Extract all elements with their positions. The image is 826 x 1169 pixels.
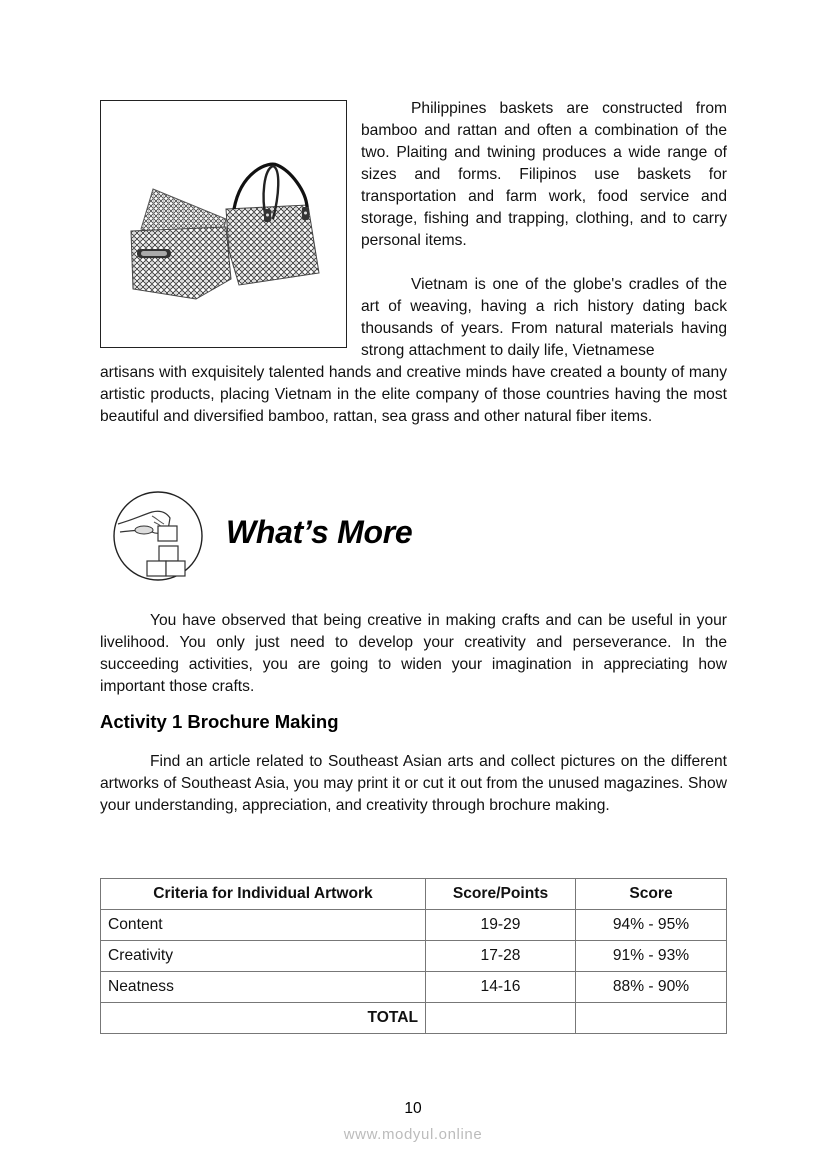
total-label: TOTAL <box>101 1003 426 1034</box>
table-row <box>101 941 727 972</box>
criteria-cell: Neatness <box>101 972 426 1003</box>
rubric-header-row <box>101 879 727 910</box>
total-score-cell[interactable] <box>576 1003 727 1034</box>
page-number: 10 <box>404 1100 422 1117</box>
whats-more-heading: What’s More <box>226 514 413 550</box>
score-cell: 94% - 95% <box>576 910 727 941</box>
points-cell: 17-28 <box>426 941 576 972</box>
score-cell: 91% - 93% <box>576 941 727 972</box>
vietnam-weaving-paragraph: Vietnam is one of the globe's cradles of the art of weaving, having a rich history dating back thousands of years. From natural materials having strong attachment to daily life, Vietnamese <box>361 276 727 359</box>
watermark-link[interactable]: www.modyul.online <box>343 1126 483 1143</box>
activity-instructions: Find an article related to Southeast Asian arts and collect pictures on the different artworks of Southeast Asia, you may print it or cut it out from the unused magazines. Show your understanding, appreciation, and creativity through brochure making. <box>100 753 727 814</box>
header-score: Score <box>576 879 727 910</box>
table-row <box>101 972 727 1003</box>
header-criteria: Criteria for Individual Artwork <box>101 879 426 910</box>
rubric-table <box>100 878 727 1034</box>
total-points-cell[interactable] <box>426 1003 576 1034</box>
table-row <box>101 910 727 941</box>
activity-heading: Activity 1 Brochure Making <box>100 711 339 732</box>
points-cell: 19-29 <box>426 910 576 941</box>
header-score-points: Score/Points <box>426 879 576 910</box>
baskets-figure <box>100 100 347 348</box>
vietnam-weaving-paragraph-continued: artisans with exquisitely talented hands and creative minds have created a bounty of many artistic products, placing Vietnam in the elite company of those countries having the most beautiful and diversified bamboo, rattan, sea grass and other natural fiber items. <box>100 364 727 425</box>
hand-stacking-blocks-icon <box>112 490 204 582</box>
criteria-cell: Creativity <box>101 941 426 972</box>
score-cell: 88% - 90% <box>576 972 727 1003</box>
whats-more-paragraph: You have observed that being creative in making crafts and can be useful in your livelihood. You only just need to develop your creativity and perseverance. In the succeeding activities, you are going to widen your imagination in appreciating how important those crafts. <box>100 612 727 695</box>
philippines-baskets-paragraph: Philippines baskets are constructed from bamboo and rattan and often a combination of the two. Plaiting and twining produces a wide range of sizes and forms. Filipinos use baskets for transportation and farm work, food service and storage, fishing and trapping, clothing, and to carry personal items. <box>361 100 727 249</box>
total-row <box>101 1003 727 1034</box>
woven-baskets-icon <box>101 101 348 349</box>
criteria-cell: Content <box>101 910 426 941</box>
points-cell: 14-16 <box>426 972 576 1003</box>
